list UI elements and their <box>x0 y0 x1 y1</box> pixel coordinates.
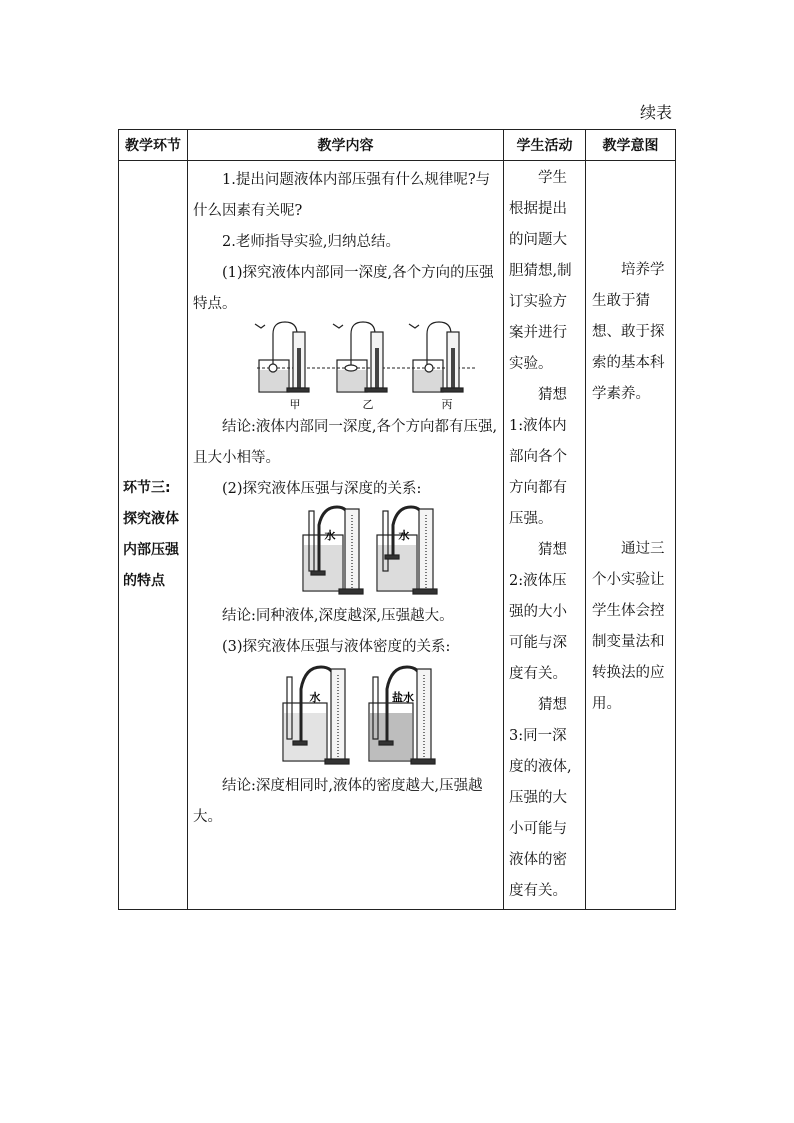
content-cell <box>188 161 504 910</box>
fig1-label-yi: 乙 <box>362 398 374 411</box>
content-guide: 2.老师指导实验,归纳总结。 <box>222 234 400 250</box>
header-activity: 学生活动 <box>504 130 586 161</box>
activity-hypothesis-2: 猜想2:液体压强的大小可能与深度有关。 <box>509 542 567 682</box>
header-content: 教学内容 <box>188 130 504 161</box>
figure-directions-experiment <box>193 320 499 412</box>
content-conclusion-1: 结论:液体内部同一深度,各个方向都有压强,且大小相等。 <box>193 419 498 466</box>
intent-1: 培养学生敢于猜想、敢于探索的基本科学素养。 <box>592 262 665 402</box>
intent-cell <box>586 161 676 910</box>
fig1-label-bing: 丙 <box>441 398 453 411</box>
fig3-label-salt-water: 盐水 <box>392 691 414 704</box>
header-stage: 教学环节 <box>119 130 188 161</box>
continued-label: 续表 <box>640 103 673 122</box>
activity-hypothesis-3: 猜想3:同一深度的液体,压强的大小可能与液体的密度有关。 <box>509 697 572 899</box>
activity-intro: 学生根据提出的问题大胆猜想,制订实验方案并进行实验。 <box>509 170 572 372</box>
header-intent: 教学意图 <box>586 130 676 161</box>
content-conclusion-2: 结论:同种液体,深度越深,压强越大。 <box>222 608 454 624</box>
table-row <box>119 161 676 910</box>
content-exp2-title: (2)探究液体压强与深度的关系: <box>222 481 422 497</box>
content-exp3-title: (3)探究液体压强与液体密度的关系: <box>222 639 451 655</box>
content-conclusion-3: 结论:深度相同时,液体的密度越大,压强越大。 <box>193 778 483 825</box>
activity-cell <box>504 161 586 910</box>
content-question: 1.提出问题液体内部压强有什么规律呢?与什么因素有关呢? <box>193 172 491 219</box>
figure-density-experiment <box>193 663 499 771</box>
content-exp1-title: (1)探究液体内部同一深度,各个方向的压强特点。 <box>193 265 494 312</box>
stage-cell: 环节三:探究液体内部压强的特点 <box>119 161 188 910</box>
fig2-label-water-left: 水 <box>324 529 336 542</box>
activity-hypothesis-1: 猜想1:液体内部向各个方向都有压强。 <box>509 387 567 527</box>
fig3-label-water: 水 <box>309 691 321 704</box>
fig1-label-jia: 甲 <box>289 398 301 411</box>
intent-2: 通过三个小实验让学生体会控制变量法和转换法的应用。 <box>592 541 665 712</box>
header-row <box>119 130 676 161</box>
lesson-table <box>118 129 676 910</box>
figure-depth-experiment <box>193 505 499 601</box>
fig2-label-water-right: 水 <box>398 529 410 542</box>
